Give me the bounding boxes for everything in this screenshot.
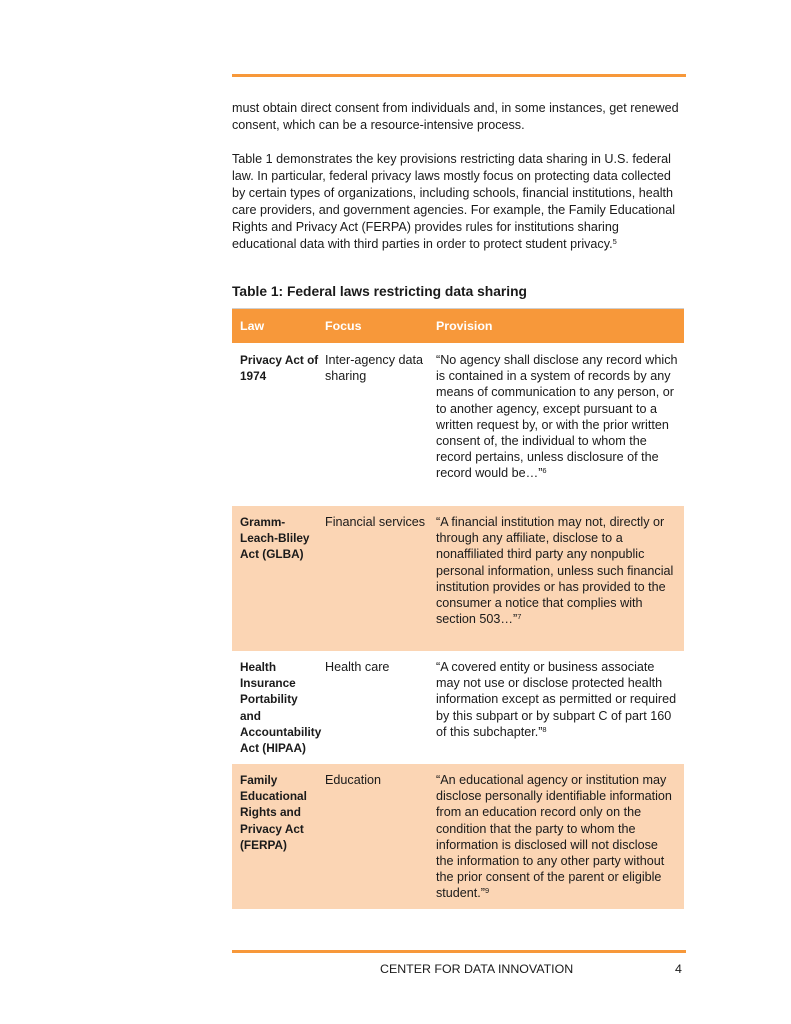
table-row [232,344,684,506]
provision-text: “A covered entity or business associate may not use or disclose protected health information except as permitted or required by this subpart or by subpart C of part 160 of this subchapter.” [436,660,677,739]
table-row [232,651,684,764]
top-rule [232,74,686,77]
law-cell: Health Insurance Portability and Accountability Act (HIPAA) [240,660,322,756]
header-focus: Focus [325,319,362,333]
paragraph-2 [232,151,684,263]
footnote-ref[interactable]: 9 [485,886,490,896]
table-row [232,764,684,909]
provision-text: “No agency shall disclose any record which is contained in a system of records by any means of communication to any person, or to another agency, except pursuant to a written request by, or with the prior written consent of, the individual to whom the record pertains, unless disclosure of the record would be…” [436,353,678,481]
table-header-row [232,308,684,343]
bottom-rule [232,950,686,953]
provision-text: “A financial institution may not, directly or through any affiliate, disclose to a nonaffiliated third party any nonpublic personal information, unless such financial institution provides or has provided to the consumer a notice that complies with section 503…” [436,515,674,627]
footer-org: CENTER FOR DATA INNOVATION [380,962,574,976]
page-number: 4 [675,962,682,976]
focus-cell: Financial services [325,515,426,529]
focus-cell: Education [325,773,382,787]
law-cell: Family Educational Rights and Privacy Act (FERPA) [240,773,307,852]
paragraph-1-text: must obtain direct consent from individuals and, in some instances, get renewed consent, which can be a resource-intensive process. [232,101,679,132]
provision-text: “An educational agency or institution may disclose personally identifiable information from an education record only on the condition that the party to whom the information is disclosed will not disclose the information to any other party without the prior consent of the parent or eligible student.” [436,773,672,901]
provision-cell [435,514,684,651]
footnote-ref[interactable]: 5 [612,237,617,246]
provision-cell [435,352,684,506]
focus-cell: Inter-agency data sharing [325,353,424,384]
focus-cell: Health care [325,660,390,674]
header-provision: Provision [436,319,493,333]
footnote-ref[interactable]: 8 [542,724,547,734]
law-cell: Privacy Act of 1974 [240,353,319,384]
header-law: Law [240,319,265,333]
paragraph-2-text: Table 1 demonstrates the key provisions restricting data sharing in U.S. federal law. In particular, federal privacy laws mostly focus on protecting data collected by certain types of organizations, including schools, financial institutions, health care providers, and government agencies. For example, the Family Educational Rights and Privacy Act (FERPA) provides rules for institutions sharing educational data with third parties in order to protect student privacy. [232,152,676,251]
footnote-ref[interactable]: 6 [542,466,547,476]
table-title: Table 1: Federal laws restricting data sharing [232,284,527,299]
table-row [232,506,684,651]
data-sharing-laws-table [232,308,684,909]
provision-cell [435,659,684,764]
law-cell: Gramm-Leach-Bliley Act (GLBA) [240,515,310,562]
paragraph-1 [232,100,684,144]
provision-cell [435,772,684,909]
footnote-ref[interactable]: 7 [517,612,522,622]
